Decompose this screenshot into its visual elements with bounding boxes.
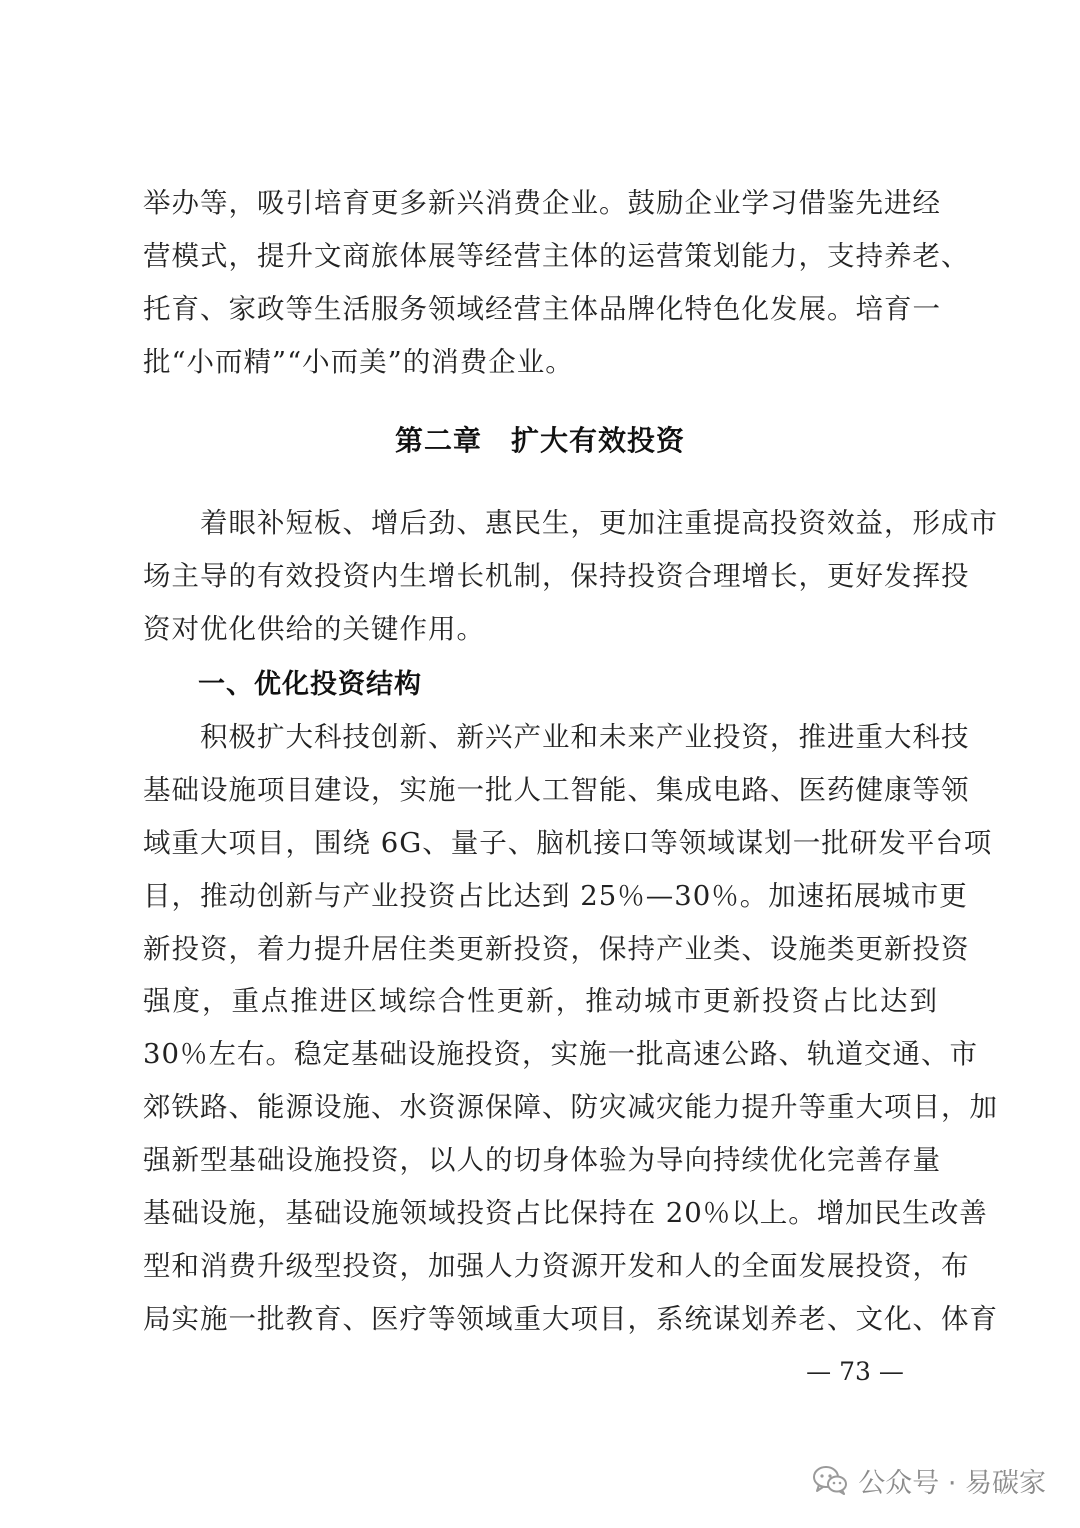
section-paragraph [143,711,998,1346]
paragraph-line: 新投资，着力提升居住类更新投资，保持产业类、设施类更新投资 [143,932,970,965]
wechat-icon [812,1465,848,1495]
paragraph-line: 基础设施，基础设施领域投资占比保持在 20％以上。增加民生改善 [143,1197,988,1230]
chapter-title: 第二章 扩大有效投资 [394,424,685,457]
wechat-watermark [812,1460,1046,1500]
paragraph-line: 营模式，提升文商旅体展等经营主体的运营策划能力，支持养老、 [143,239,970,272]
paragraph-line: 举办等，吸引培育更多新兴消费企业。鼓励企业学习借鉴先进经 [143,187,941,219]
paragraph-line: 基础设施项目建设，实施一批人工智能、集成电路、医药健康等领 [143,773,970,806]
paragraph-line: 托育、家政等生活服务领域经营主体品牌化特色化发展。培育一 [143,292,941,325]
paragraph-line: 场主导的有效投资内生增长机制，保持投资合理增长，更好发挥投 [143,559,970,592]
paragraph-line: 目，推动创新与产业投资占比达到 25％—30％。加速拓展城市更 [143,879,968,912]
paragraph-line: 型和消费升级型投资，加强人力资源开发和人的全面发展投资，布 [143,1249,970,1282]
watermark-text: 公众号 · 易碳家 [858,1467,1046,1499]
paragraph-line: 30％左右。稳定基础设施投资，实施一批高速公路、轨道交通、市 [143,1038,978,1071]
section-heading: 一、优化投资结构 [198,669,422,700]
paragraph-line: 郊铁路、能源设施、水资源保障、防灾减灾能力提升等重大项目，加 [143,1091,998,1124]
paragraph-line: 强新型基础设施投资，以人的切身体验为导向持续优化完善存量 [143,1144,941,1177]
paragraph-line: 着眼补短板、增后劲、惠民生，更加注重提高投资效益，形成市 [143,507,998,539]
paragraph-line: 域重大项目，围绕 6G、量子、脑机接口等领域谋划一批研发平台项 [143,826,993,859]
paragraph-line: 局实施一批教育、医疗等领域重大项目，系统谋划养老、文化、体育 [143,1302,998,1335]
chapter-paragraph [143,497,998,656]
intro-paragraph [143,177,970,389]
page-number: — 73 — [806,1357,904,1386]
paragraph-line: 强度，重点推进区域综合性更新，推动城市更新投资占比达到 [143,985,938,1018]
paragraph-line: 积极扩大科技创新、新兴产业和未来产业投资，推进重大科技 [143,721,970,753]
paragraph-line: 资对优化供给的关键作用。 [143,612,485,645]
paragraph-line: 批“小而精”“小而美”的消费企业。 [143,345,574,378]
